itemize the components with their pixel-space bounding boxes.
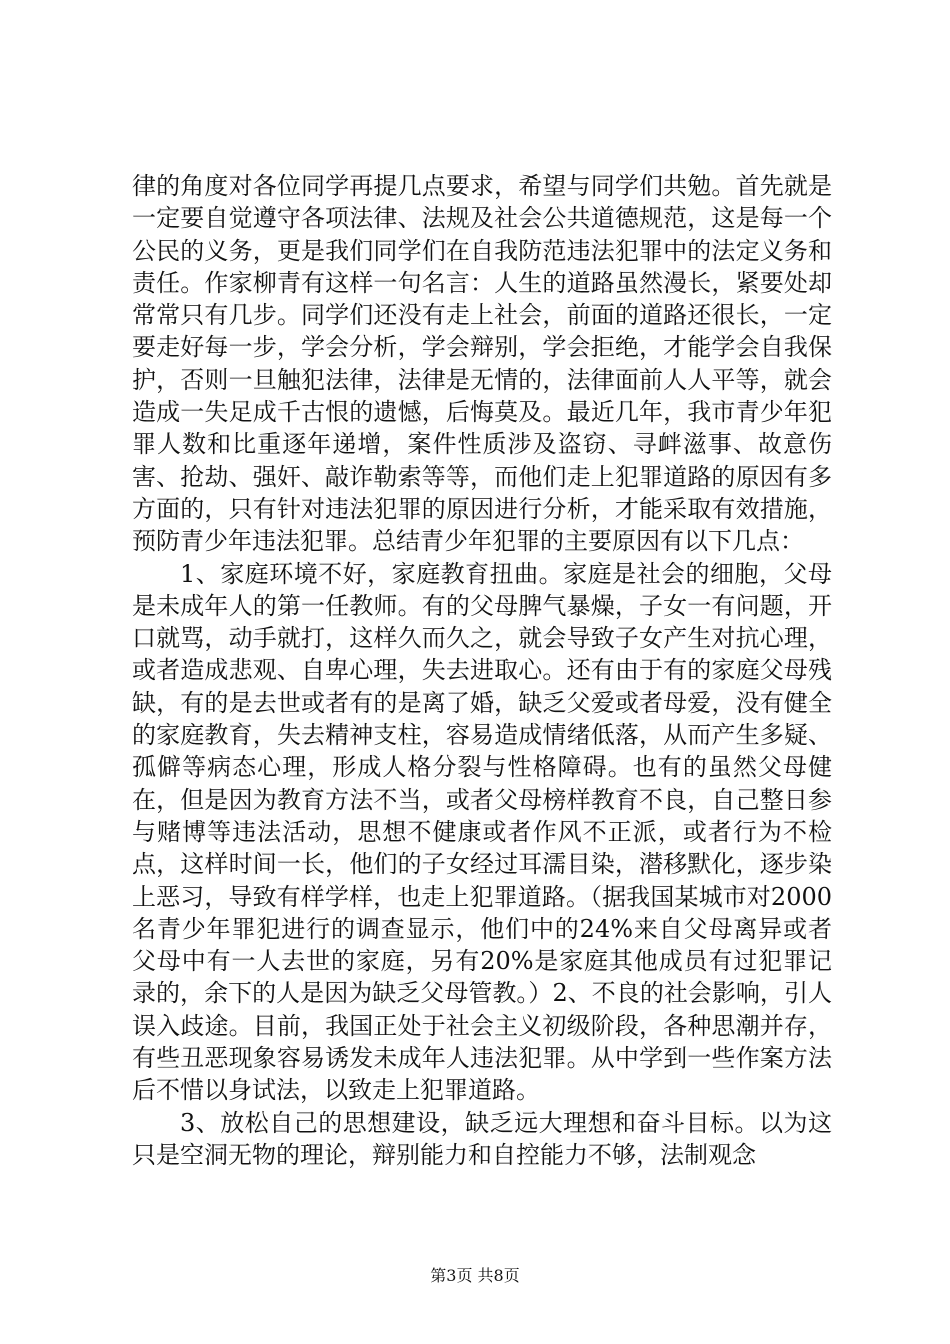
paragraph-intro: 律的角度对各位同学再提几点要求，希望与同学们共勉。首先就是一定要自觉遵守各项法律、法规及社会公共道德规范，这是每一个公民的义务，更是我们同学们在自我防范违法犯罪中的法定义务和责任。作家柳青有这样一句名言：人生的道路虽然漫长，紧要处却常常只有几步。同学们还没有走上社会，前面的道路还很长，一定要走好每一步，学会分析，学会辩别，学会拒绝，才能学会自我保护，否则一旦触犯法律，法律是无情的，法律面前人人平等，就会造成一失足成千古恨的遗憾，后悔莫及。最近几年，我市青少年犯罪人数和比重逐年递增，案件性质涉及盗窃、寻衅滋事、故意伤害、抢劫、强奸、敲诈勒索等等，而他们走上犯罪道路的原因有多方面的，只有针对违法犯罪的原因进行分析，才能采取有效措施，预防青少年违法犯罪。总结青少年犯罪的主要原因有以下几点： <box>132 172 832 556</box>
document-body <box>132 170 832 1171</box>
page-footer <box>0 1266 950 1286</box>
page-number-label: 第3页 共8页 <box>430 1266 520 1285</box>
paragraph-reason-1-2: 1、家庭环境不好，家庭教育扭曲。家庭是社会的细胞，父母是未成年人的第一任教师。有的父母脾气暴燥，子女一有问题，开口就骂，动手就打，这样久而久之，就会导致子女产生对抗心理，或者造成悲观、自卑心理，失去进取心。还有由于有的家庭父母残缺，有的是去世或者有的是离了婚，缺乏父爱或者母爱，没有健全的家庭教育，失去精神支柱，容易造成情绪低落，从而产生多疑、孤僻等病态心理，形成人格分裂与性格障碍。也有的虽然父母健在，但是因为教育方法不当，或者父母榜样教育不良，自己整日参与赌博等违法活动，思想不健康或者作风不正派，或者行为不检点，这样时间一长，他们的子女经过耳濡目染，潜移默化，逐步染上恶习，导致有样学样，也走上犯罪道路。（据我国某城市对2000名青少年罪犯进行的调查显示，他们中的24%来自父母离异或者父母中有一人去世的家庭，另有20%是家庭其他成员有过犯罪记录的，余下的人是因为缺乏父母管教。）2、不良的社会影响，引人误入歧途。目前，我国正处于社会主义初级阶段，各种思潮并存，有些丑恶现象容易诱发未成年人违法犯罪。从中学到一些作案方法后不惜以身试法，以致走上犯罪道路。 <box>132 559 832 1105</box>
paragraph-reason-3: 3、放松自己的思想建设，缺乏远大理想和奋斗目标。以为这只是空洞无物的理论，辩别能力和自控能力不够，法制观念 <box>132 1108 832 1169</box>
